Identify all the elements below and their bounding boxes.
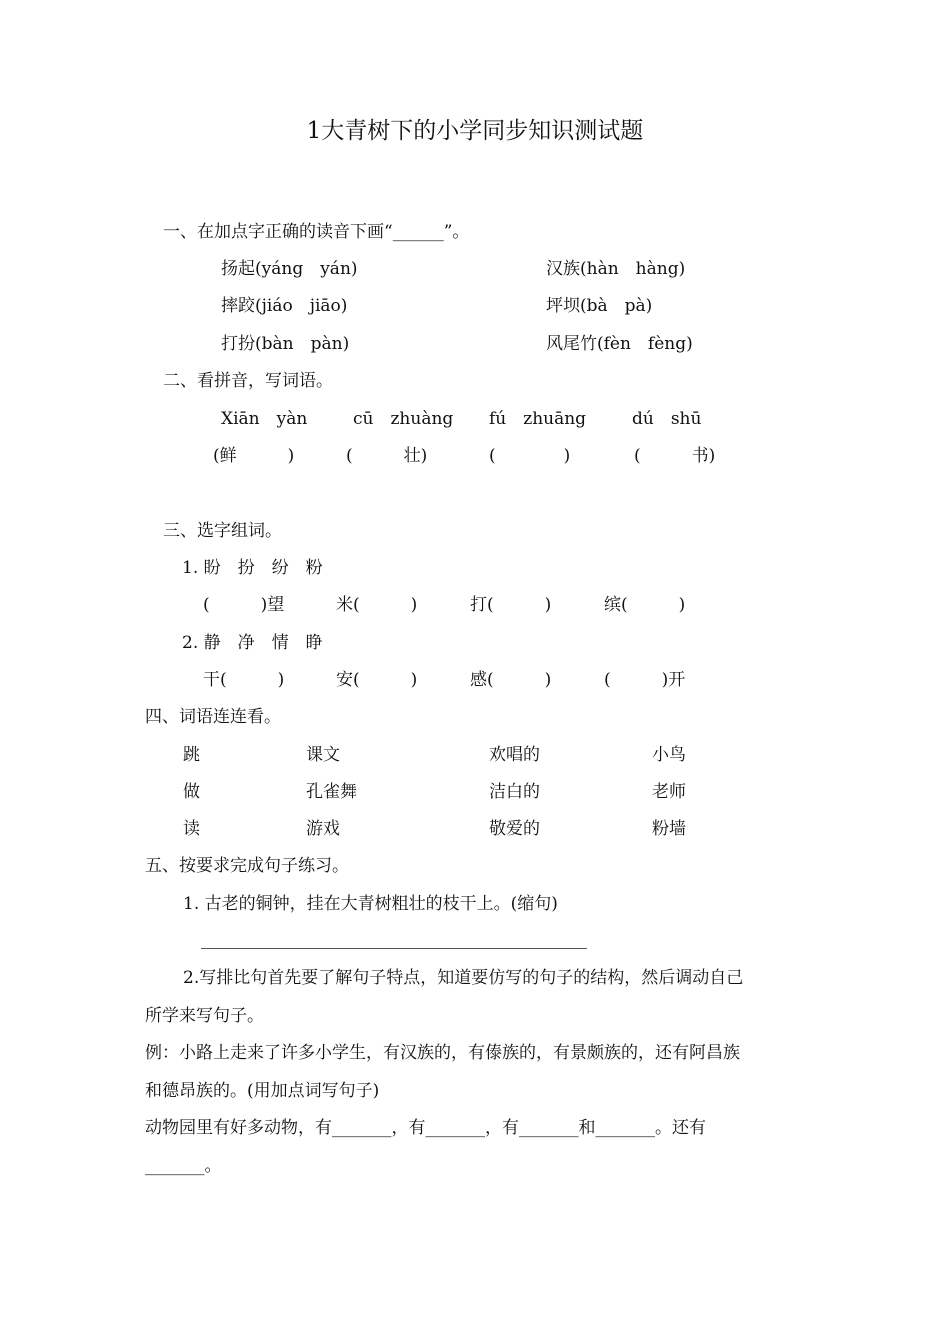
word-blank[interactable]: ( )开 [604, 670, 686, 690]
pinyin-prompt: dú shū [632, 409, 702, 429]
word-blank[interactable]: 米( ) [336, 595, 418, 615]
word-blank[interactable]: 感( ) [470, 670, 552, 690]
word-blank[interactable]: 缤( ) [604, 595, 686, 615]
example-sentence: 例：小路上走来了许多小学生，有汉族的，有傣族的，有景颇族的，还有阿昌族 [145, 1043, 740, 1063]
word-blank[interactable]: (鲜 ) [213, 446, 295, 466]
match-word[interactable]: 做 [183, 782, 200, 802]
match-word[interactable]: 洁白的 [489, 782, 540, 802]
word-blank[interactable]: 安( ) [336, 670, 418, 690]
match-word[interactable]: 课文 [306, 745, 340, 765]
match-word[interactable]: 小鸟 [652, 745, 686, 765]
match-word[interactable]: 粉墙 [652, 819, 686, 839]
word-blank[interactable]: 打( ) [470, 595, 552, 615]
match-word[interactable]: 老师 [652, 782, 686, 802]
char-options: 1. 盼 扮 纷 粉 [182, 558, 323, 578]
pinyin-choice-item: 打扮(bàn pàn) [221, 334, 350, 354]
section-5-heading: 五、按要求完成句子练习。 [145, 856, 349, 876]
pinyin-choice-item: 扬起(yáng yán) [221, 259, 358, 279]
word-blank[interactable]: ( 书) [634, 446, 716, 466]
match-word[interactable]: 欢唱的 [489, 745, 540, 765]
task-sentence[interactable]: 动物园里有好多动物，有_______，有_______，有_______和_______。还有 [145, 1118, 706, 1138]
answer-line[interactable] [201, 948, 587, 949]
match-word[interactable]: 孔雀舞 [306, 782, 357, 802]
word-blank[interactable]: ( 壮) [346, 446, 428, 466]
match-word[interactable]: 跳 [183, 745, 200, 765]
pinyin-choice-item: 坪坝(bà pà) [546, 296, 653, 316]
example-sentence-cont: 和德昂族的。(用加点词写句子) [145, 1081, 380, 1101]
section-1-heading: 一、在加点字正确的读音下画“______”。 [163, 222, 470, 242]
section-4-heading: 四、词语连连看。 [145, 707, 281, 727]
question-5-2-cont: 所学来写句子。 [145, 1006, 264, 1026]
section-3-heading: 三、选字组词。 [163, 521, 282, 541]
section-2-heading: 二、看拼音，写词语。 [163, 371, 333, 391]
match-word[interactable]: 游戏 [306, 819, 340, 839]
pinyin-choice-item: 摔跤(jiáo jiāo) [221, 296, 348, 316]
page-title: 1大青树下的小学同步知识测试题 [306, 118, 644, 144]
pinyin-prompt: fú zhuāng [489, 409, 587, 429]
match-word[interactable]: 读 [183, 819, 200, 839]
pinyin-prompt: cū zhuàng [353, 409, 454, 429]
pinyin-prompt: Xiān yàn [221, 409, 308, 429]
word-blank[interactable]: ( ) [489, 446, 571, 466]
task-sentence-cont[interactable]: _______。 [145, 1156, 222, 1176]
question-5-2: 2.写排比句首先要了解句子特点，知道要仿写的句子的结构，然后调动自己 [183, 968, 744, 988]
question-5-1: 1. 古老的铜钟，挂在大青树粗壮的枝干上。(缩句) [183, 894, 558, 914]
char-options: 2. 静 净 情 睁 [182, 633, 323, 653]
pinyin-choice-item: 风尾竹(fèn fèng) [546, 334, 693, 354]
match-word[interactable]: 敬爱的 [489, 819, 540, 839]
word-blank[interactable]: ( )望 [203, 595, 285, 615]
word-blank[interactable]: 干( ) [203, 670, 285, 690]
pinyin-choice-item: 汉族(hàn hàng) [546, 259, 686, 279]
